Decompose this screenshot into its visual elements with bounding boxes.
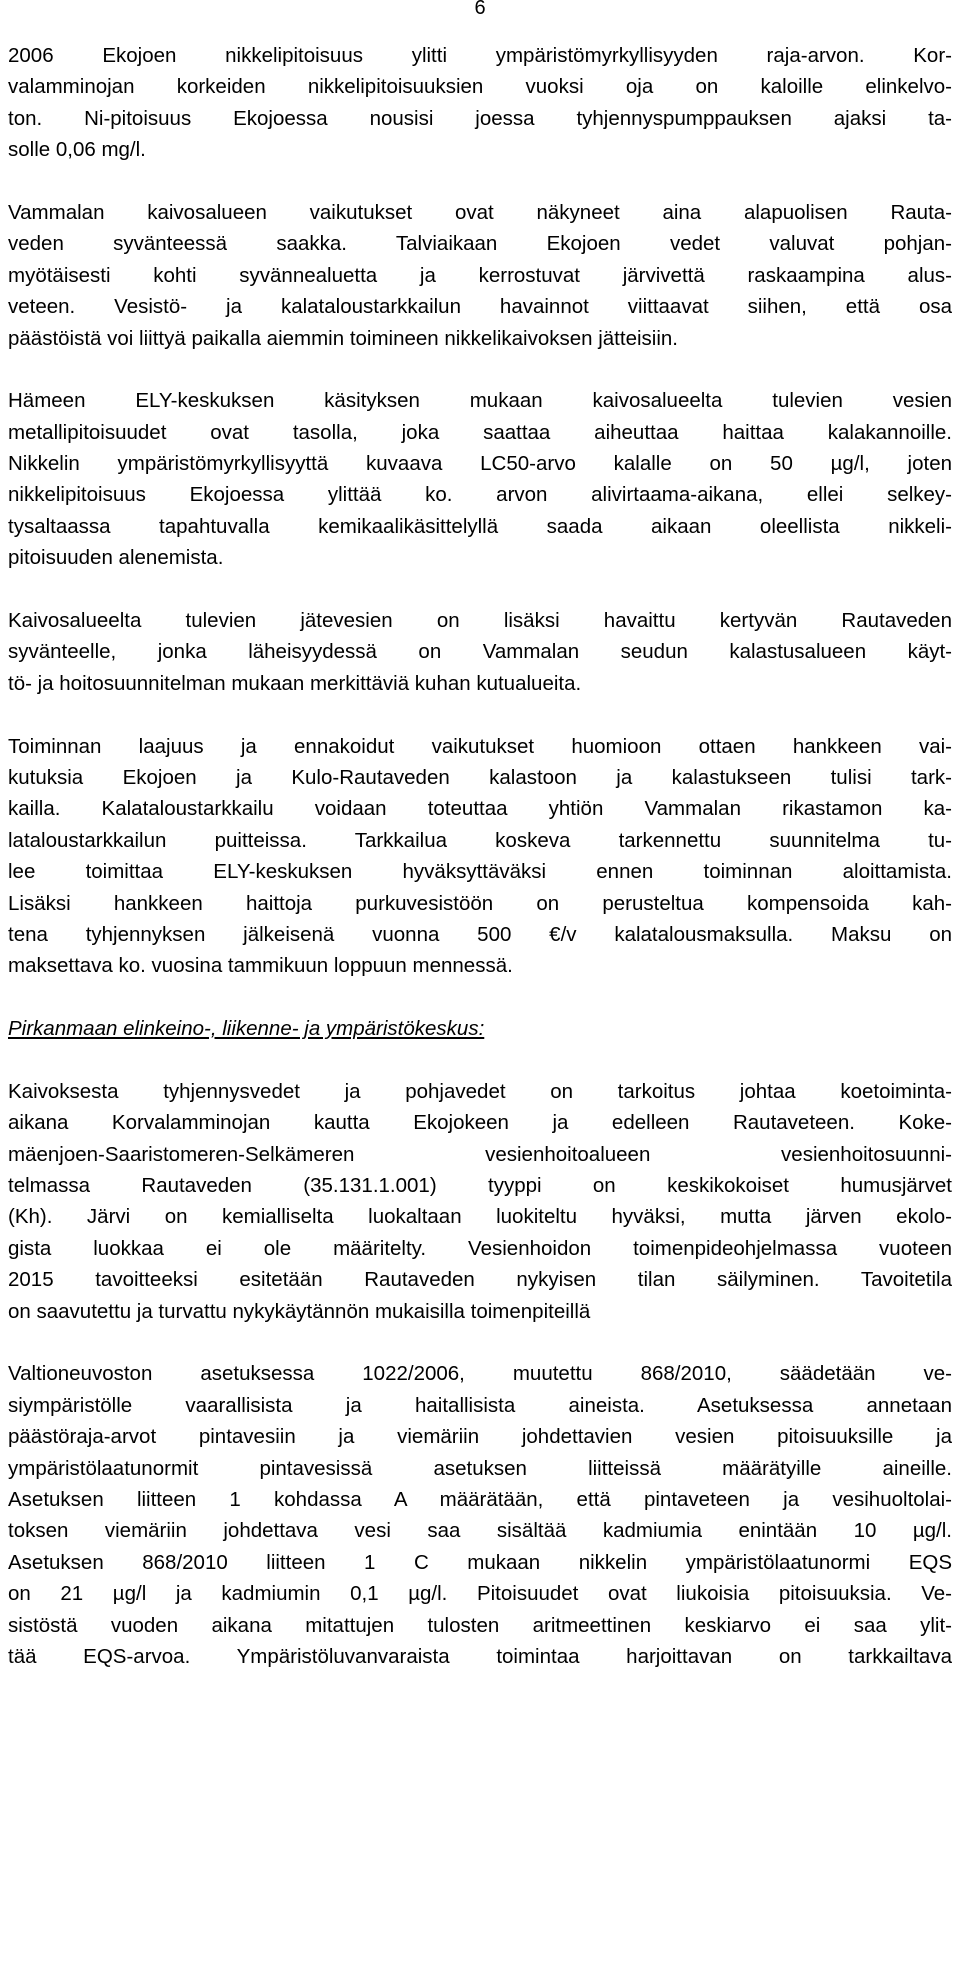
text-line: Kaivoksesta tyhjennysvedet ja pohjavedet on tarkoitus johtaa koetoiminta- [8,1079,952,1103]
text-line: kailla. Kalataloustarkkailu voidaan toteuttaa yhtiön Vammalan rikastamon ka- [8,797,952,821]
text-line: mäenjoen-Saaristomeren-Selkämeren vesienhoitoalueen vesienhoitosuunni- [8,1142,952,1166]
text-line: Hämeen ELY-keskuksen käsityksen mukaan kaivosalueelta tulevien vesien [8,389,952,413]
text-line: telmassa Rautaveden (35.131.1.001) tyyppi on keskikokoiset humusjärvet [8,1174,952,1198]
text-line: gista luokkaa ei ole määritelty. Vesienhoidon toimenpideohjelmassa vuoteen [8,1236,952,1260]
text-line: ympäristölaatunormit pintavesissä asetuksen liitteissä määrätyille aineille. [8,1456,952,1480]
paragraph-government-decree [8,1358,952,1672]
text-line: kutuksia Ekojoen ja Kulo-Rautaveden kalastoon ja kalastukseen tulisi tark- [8,765,952,789]
text-line: on saavutettu ja turvattu nykykäytännön mukaisilla toimenpiteillä [8,1299,591,1323]
text-line: päästöistä voi liittyä paikalla aiemmin toimineen nikkelikaivoksen jätteisiin. [8,326,678,350]
text-line: metallipitoisuudet ovat tasolla, joka saattaa aiheuttaa haittaa kalakannoille. [8,420,952,444]
text-line: valamminojan korkeiden nikkelipitoisuuksien vuoksi oja on kaloille elinkelvo- [8,75,952,99]
paragraph-mining-impacts [8,197,952,354]
text-line: Vammalan kaivosalueen vaikutukset ovat näkyneet aina alapuolisen Rauta- [8,200,952,224]
page-number: 6 [474,0,486,19]
text-line: veden syvänteessä saakka. Talviaikaan Ekojoen vedet valuvat pohjan- [8,232,952,256]
text-line: Valtioneuvoston asetuksessa 1022/2006, muutettu 868/2010, säädetään ve- [8,1362,952,1386]
text-line: toksen viemäriin johdettava vesi saa sisältää kadmiumia enintään 10 µg/l. [8,1519,952,1543]
text-line: Asetuksen 868/2010 liitteen 1 C mukaan nikkelin ympäristölaatunormi EQS [8,1550,952,1574]
text-line: 2006 Ekojoen nikkelipitoisuus ylitti ympäristömyrkyllisyyden raja-arvon. Kor- [8,44,952,67]
text-line: tö- ja hoitosuunnitelman mukaan merkittäviä kuhan kutualueita. [8,671,582,695]
text-line: on 21 µg/l ja kadmiumin 0,1 µg/l. Pitoisuudet ovat liukoisia pitoisuuksia. Ve- [8,1582,952,1606]
paragraph-monitoring [8,731,952,982]
text-line: Nikkelin ympäristömyrkyllisyyttä kuvaava LC50-arvo kalalle on 50 µg/l, joten [8,452,952,476]
paragraph-nickel-limit [8,40,952,166]
text-line: solle 0,06 mg/l. [8,138,146,162]
text-line: Asetuksen liitteen 1 kohdassa A määrätään, että pintaveteen ja vesihuoltolai- [8,1487,952,1511]
text-line: tysaltaassa tapahtuvalla kemikaalikäsittelyllä saada aikaan oleellista nikkeli- [8,514,952,538]
section-heading: Pirkanmaan elinkeino-, liikenne- ja ympäristökeskus: [8,1017,485,1041]
text-line: Toiminnan laajuus ja ennakoidut vaikutukset huomioon ottaen hankkeen vai- [8,734,952,758]
document-body [8,40,952,1672]
text-line: myötäisesti kohti syvännealuetta ja kerrostuvat järvivettä raskaampina alus- [8,263,952,287]
text-line: aikana Korvalamminojan kautta Ekojokeen ja edelleen Rautaveteen. Koke- [8,1111,952,1135]
text-line: (Kh). Järvi on kemialliselta luokaltaan luokiteltu hyväksi, mutta järven ekolo- [8,1205,952,1229]
text-line: lee toimittaa ELY-keskuksen hyväksyttäväksi ennen toiminnan aloittamista. [8,860,952,884]
text-line: veteen. Vesistö- ja kalataloustarkkailun havainnot viittaavat siihen, että osa [8,295,952,319]
text-line: tena tyhjennyksen jälkeisenä vuonna 500 €/v kalatalousmaksulla. Maksu on [8,922,952,946]
text-line: Lisäksi hankkeen haittoja purkuvesistöön on perusteltua kompensoida kah- [8,891,952,915]
text-line: Kaivosalueelta tulevien jätevesien on lisäksi havaittu kertyvän Rautaveden [8,609,952,633]
text-line: siympäristölle vaarallisista ja haitallisista aineista. Asetuksessa annetaan [8,1393,952,1417]
text-line: maksettava ko. vuosina tammikuun loppuun mennessä. [8,954,513,978]
text-line: päästöraja-arvot pintavesiin ja viemäriin johdettavien vesien pitoisuuksille ja [8,1425,952,1449]
text-line: sistöstä vuoden aikana mitattujen tulosten aritmeettinen keskiarvo ei saa ylit- [8,1613,952,1637]
paragraph-wastewater [8,605,952,699]
text-line: 2015 tavoitteeksi esitetään Rautaveden nykyisen tilan säilyminen. Tavoitetila [8,1268,952,1292]
text-line: pitoisuuden alenemista. [8,546,224,570]
paragraph-ely-view [8,385,952,573]
text-line: ton. Ni-pitoisuus Ekojoessa nousisi joessa tyhjennyspumppauksen ajaksi ta- [8,106,952,130]
text-line: lataloustarkkailun puitteissa. Tarkkailua koskeva tarkennettu suunnitelma tu- [8,828,952,852]
paragraph-water-management [8,1076,952,1327]
text-line: nikkelipitoisuus Ekojoessa ylittää ko. arvon alivirtaama-aikana, ellei selkey- [8,483,952,507]
text-line: syvänteelle, jonka läheisyydessä on Vammalan seudun kalastusalueen käyt- [8,640,952,664]
text-line: tää EQS-arvoa. Ympäristöluvanvaraista toimintaa harjoittavan on tarkkailtava [8,1644,952,1668]
